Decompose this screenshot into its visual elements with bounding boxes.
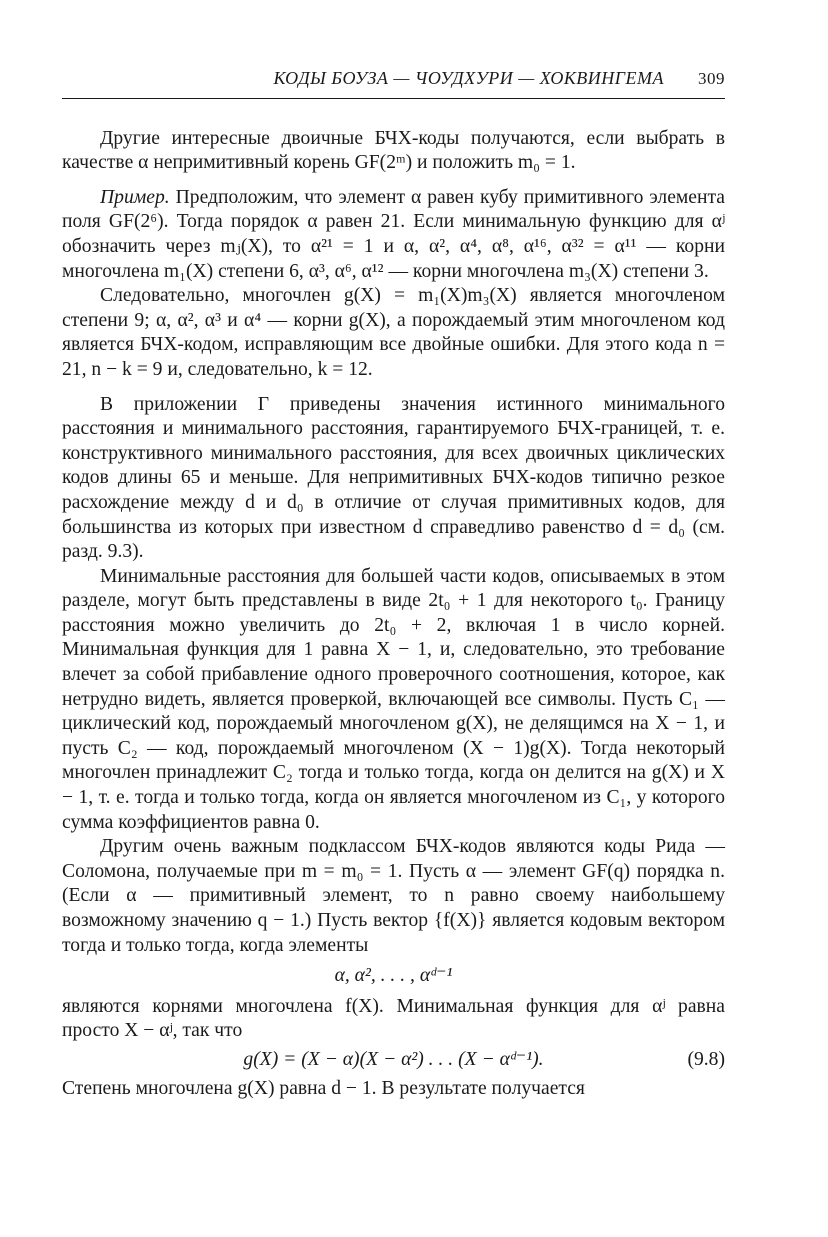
paragraph-8: Степень многочлена g(X) равна d − 1. В результате получается [62,1077,585,1099]
paragraph-7: являются корнями многочлена f(X). Минимальная функция для αʲ равна просто X − αʲ, так что [62,995,725,1042]
paragraph-5: Минимальные расстояния для большей части кодов, описываемых в этом разделе, могут быть представлены в виде 2t₀ + 1 для некоторого t₀. Границу расстояния можно увеличить до 2t₀ + 2, включая 1 в число корней. Минимальная функция для 1 равна X − 1, и, следовательно, это требование влечет за собой прибавление одного проверочного соотношения, которое, как нетрудно видеть, является проверкой, включающей все символы. Пусть C₁ — циклический код, порождаемый многочленом g(X), не делящимся на X − 1, и пусть C₂ — код, порождаемый многочленом (X − 1)g(X). Тогда некоторый многочлен принадлежит C₂ тогда и только тогда, когда он делится на g(X) и X − 1, т. е. тогда и только тогда, когда он является многочленом из C₁, у которого сумма коэффициентов равна 0. [62,565,725,833]
example-text: Предположим, что элемент α равен кубу примитивного элемента поля GF(2⁶). Тогда порядок α равен 21. Если минимальную функцию для αʲ обозначить через mⱼ(X), то α²¹ = 1 и α, α², α⁴, α⁸, α¹⁶, α³² = α¹¹ — корни многочлена m₁(X) степени 6, α³, α⁶, α¹² — корни многочлена m₃(X) степени 3. [62,186,725,282]
equation-9-8 [62,1048,725,1073]
roots-formula: α, α², . . . , αᵈ⁻¹ [334,965,453,987]
example-lead: Пример. [100,186,170,208]
running-title: КОДЫ БОУЗА — ЧОУДХУРИ — ХОКВИНГЕМА [273,68,664,88]
equation-number: (9.8) [687,1048,725,1070]
paragraph-6: Другим очень важным подклассом БЧХ-кодов являются коды Рида — Соломона, получаемые при m = m₀ = 1. Пусть α — элемент GF(q) порядка n. (Если α — примитивный элемент, то n равно своему наибольшему возможному значению q − 1.) Пусть вектор {f(X)} является кодовым вектором тогда и только тогда, когда элементы [62,836,725,956]
paragraph-1: Другие интересные двоичные БЧХ-коды получаются, если выбрать в качестве α непримитивный корень GF(2ᵐ) и положить m₀ = 1. [62,127,725,174]
book-page [62,66,725,1101]
paragraph-4: В приложении Г приведены значения истинного минимального расстояния и минимального расстояния, гарантируемого БЧХ-границей, т. е. конструктивного минимального расстояния, для всех двоичных циклических кодов длины 65 и меньше. Для непримитивных БЧХ-кодов типично резкое расхождение между d и d₀ в отличие от случая примитивных кодов, для большинства из которых при известном d справедливо равенство d = d₀ (см. разд. 9.3). [62,393,725,563]
paragraph-3: Следовательно, многочлен g(X) = m₁(X)m₃(X) является многочленом степени 9; α, α², α³ и α⁴ — корни g(X), а порождаемый этим многочленом код является БЧХ-кодом, исправляющим все двойные ошибки. Для этого кода n = 21, n − k = 9 и, следовательно, k = 12. [62,285,725,380]
page-number: 309 [698,69,725,88]
generator-polynomial-formula: g(X) = (X − α)(X − α²) . . . (X − αᵈ⁻¹). [243,1048,544,1070]
paragraph-2 [62,186,725,284]
running-header [62,66,725,99]
